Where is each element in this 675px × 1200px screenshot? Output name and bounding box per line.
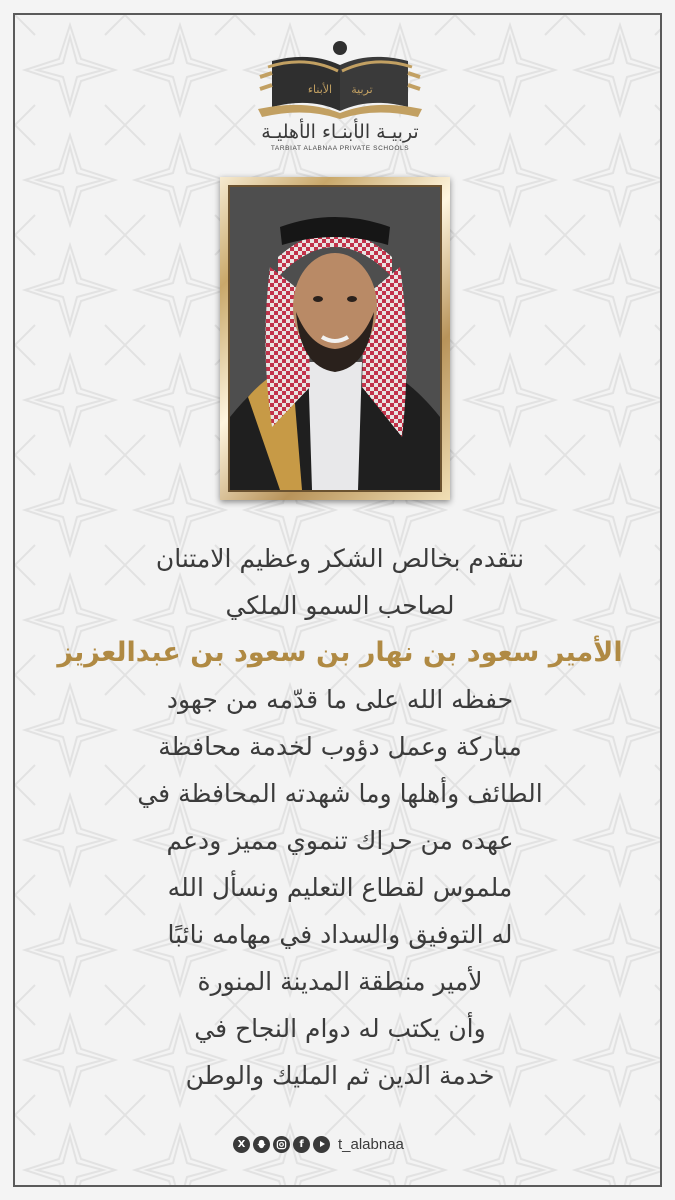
portrait-frame (220, 177, 450, 500)
portrait-photo (228, 185, 442, 492)
message-line: ملموس لقطاع التعليم ونسأل الله (167, 873, 513, 902)
school-logo (240, 37, 440, 177)
instagram-icon[interactable] (273, 1136, 290, 1153)
youtube-icon[interactable] (313, 1136, 330, 1153)
facebook-icon[interactable]: f (293, 1136, 310, 1153)
message-line: لأمير منطقة المدينة المنورة (197, 967, 483, 996)
message-line: لصاحب السمو الملكي (225, 591, 455, 620)
honoree-name: الأمير سعود بن نهار بن سعود بن عبدالعزيز (57, 637, 623, 668)
message-line: وأن يكتب له دوام النجاح في (194, 1014, 486, 1043)
message-line: له التوفيق والسداد في مهامه نائبًا (167, 920, 513, 949)
message-line: حفظه الله على ما قدّمه من جهود (166, 685, 514, 714)
message-line: عهده من حراك تنموي مميز ودعم (166, 826, 514, 855)
message-line: الطائف وأهلها وما شهدته المحافظة في (137, 779, 543, 808)
social-links (233, 1131, 404, 1157)
message-line: نتقدم بخالص الشكر وعظيم الامتنان (155, 544, 525, 573)
thanks-message (45, 535, 635, 1099)
message-line: مباركة وعمل دؤوب لخدمة محافظة (158, 732, 522, 761)
portrait-illustration-icon (230, 187, 440, 490)
social-handle[interactable]: t_alabnaa (338, 1135, 404, 1153)
message-line: خدمة الدين ثم المليك والوطن (185, 1061, 495, 1090)
x-icon[interactable]: X (233, 1136, 250, 1153)
book-text-right: الأبناء (307, 83, 333, 96)
book-logo-icon (250, 37, 430, 119)
book-text-left: تربية (351, 83, 373, 96)
snapchat-icon[interactable] (253, 1136, 270, 1153)
school-name-arabic: تربيـة الأبنـاء الأهليـة (261, 121, 419, 143)
school-name-english: TARBIAT ALABNAA PRIVATE SCHOOLS (270, 145, 410, 152)
page-frame (13, 13, 662, 1187)
